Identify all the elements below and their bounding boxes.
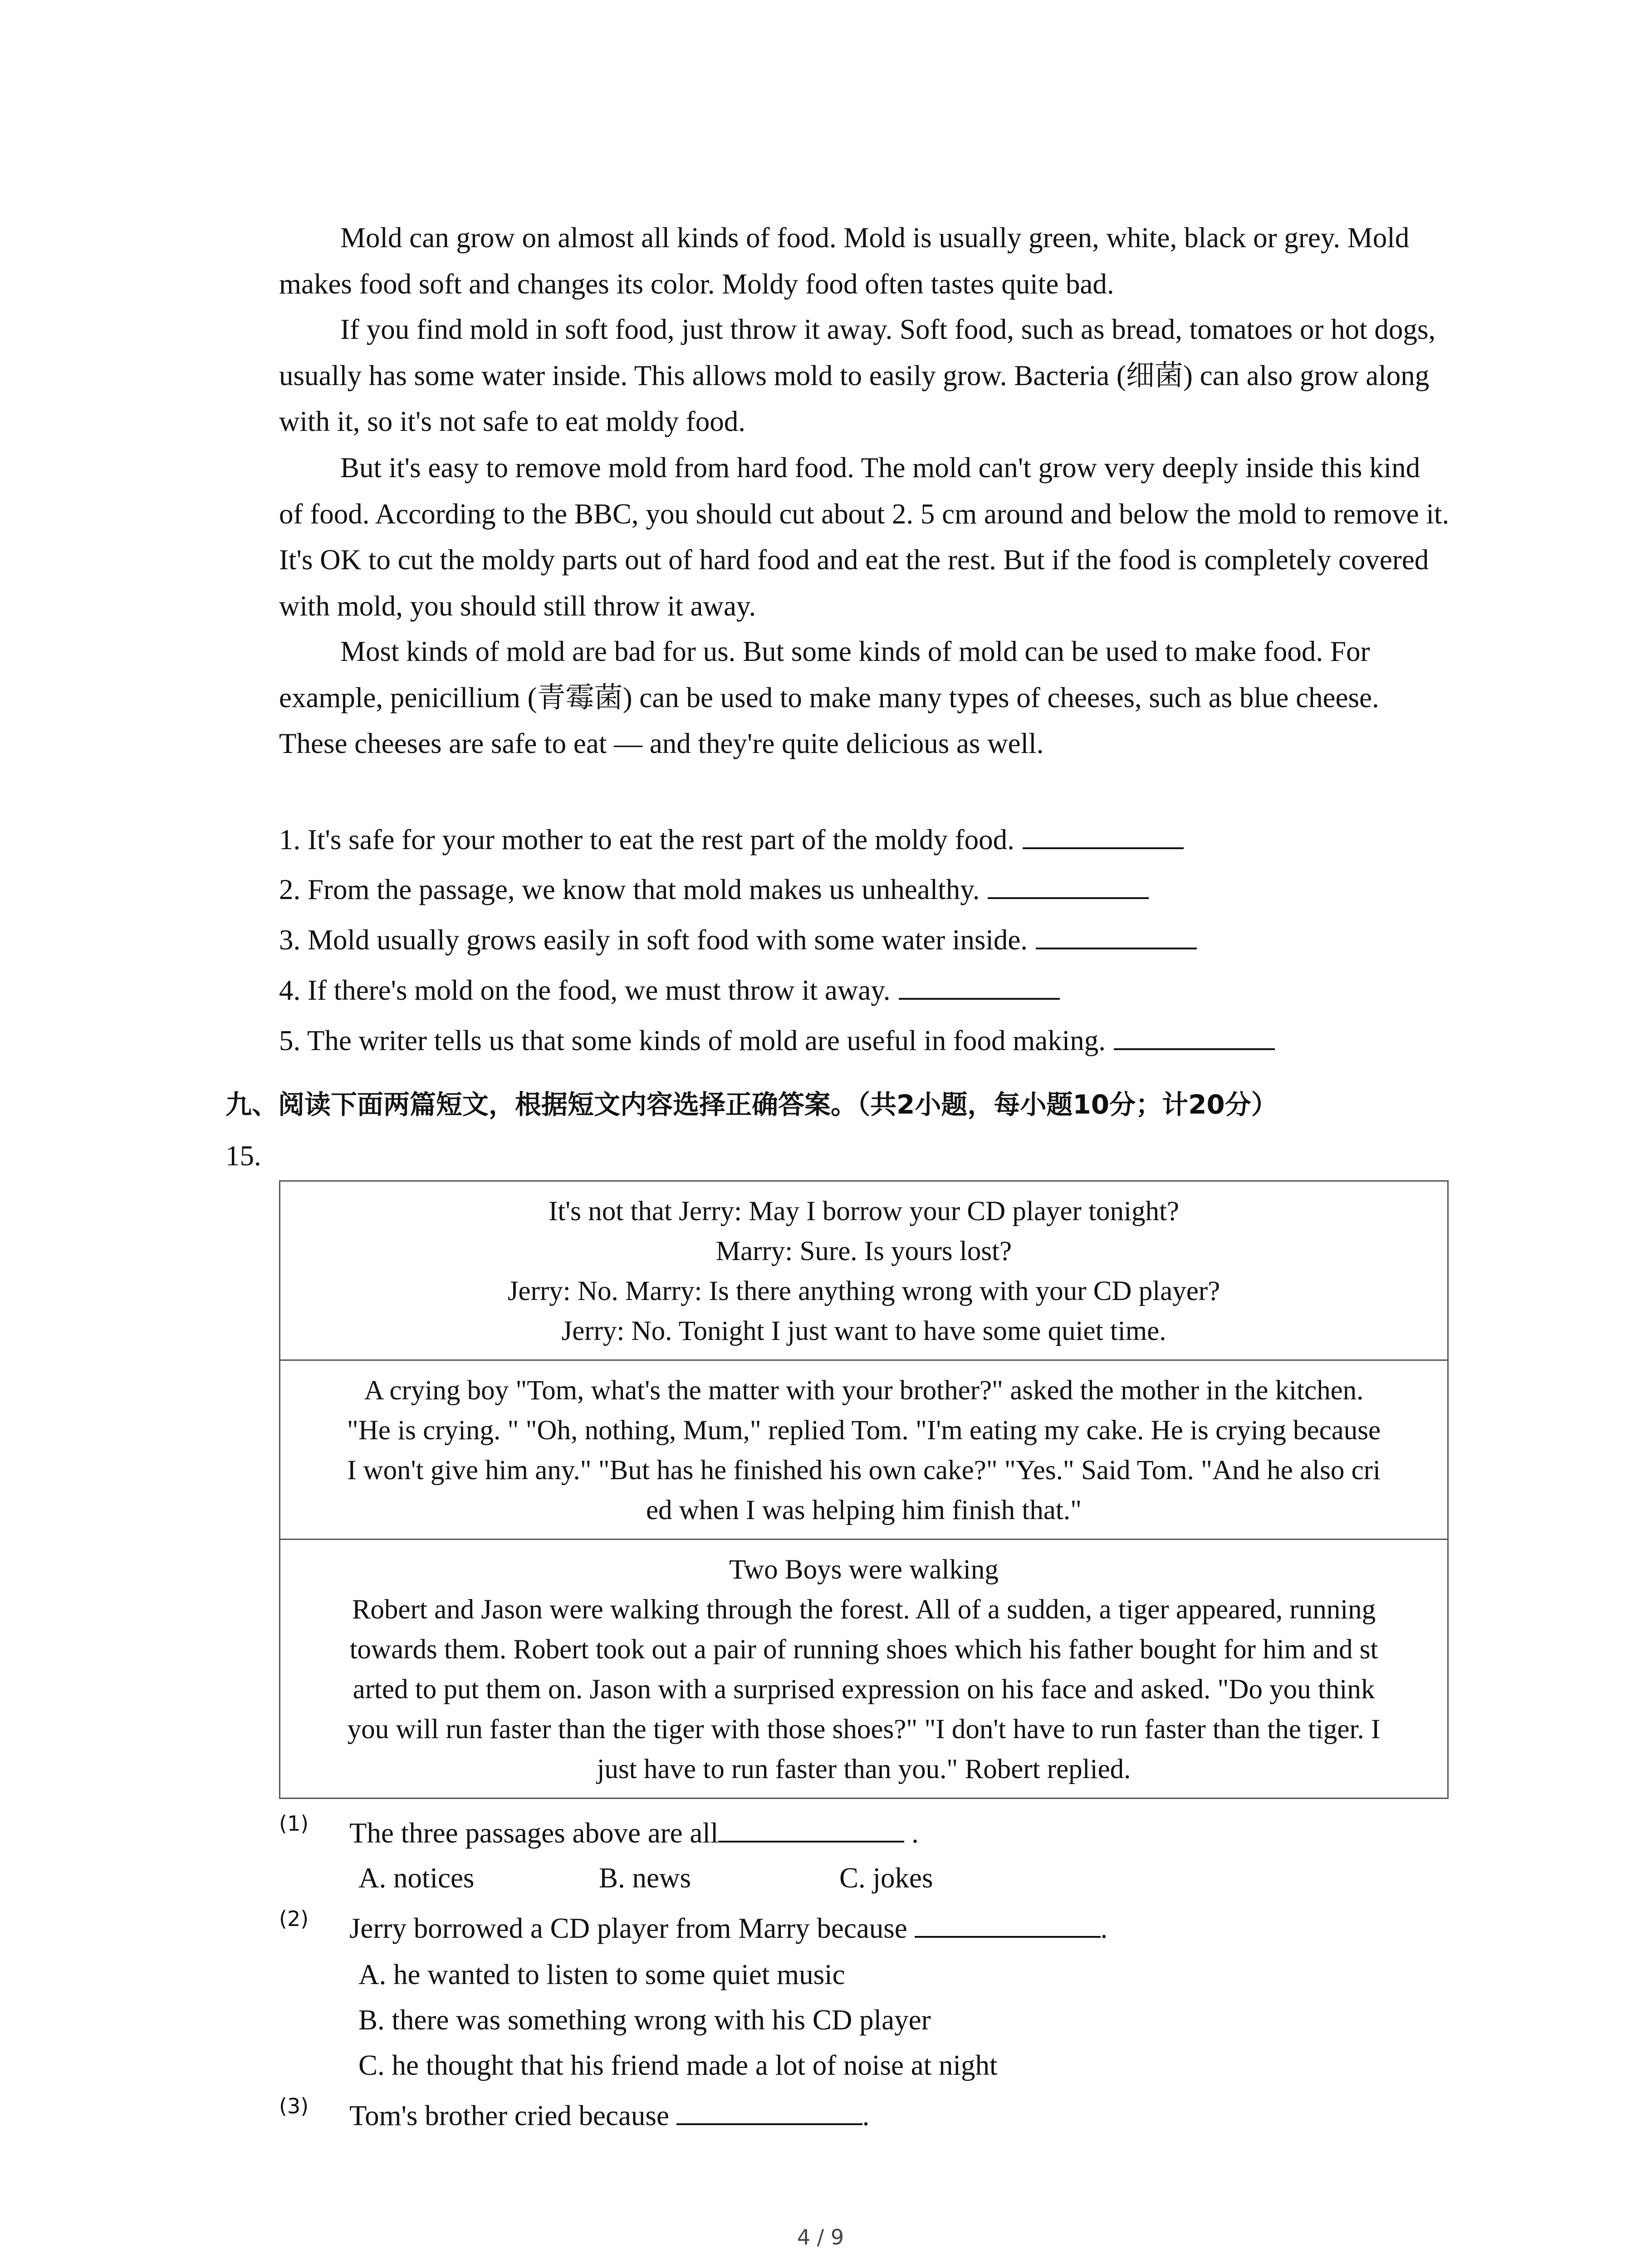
option-a[interactable]: A. he wanted to listen to some quiet music xyxy=(358,1959,845,1990)
table-line: just have to run faster than you." Robert replied. xyxy=(597,1754,1131,1784)
table-cell-crying-boy xyxy=(280,1361,1447,1540)
statement-3-text: 3. Mold usually grows easily in soft food with some water inside. xyxy=(279,924,1028,956)
sub-question-1-options xyxy=(358,1860,933,1896)
table-line: Jerry: No. Tonight I just want to have some quiet time. xyxy=(561,1316,1166,1346)
sub-question-3-end: . xyxy=(862,2100,870,2131)
sub-question-2-blank[interactable] xyxy=(915,1910,1101,1938)
sub-question-1-number: (1) xyxy=(279,1811,309,1836)
passage-paragraph-4: Most kinds of mold are bad for us. But some kinds of mold can be used to make food. For example, penicillium (青霉菌) can be used to make many types of cheeses, such as blue cheese. These cheeses are safe to eat — and they're quite delicious as well. xyxy=(279,635,1379,759)
table-line: "He is crying. " "Oh, nothing, Mum," replied Tom. "I'm eating my cake. He is crying because xyxy=(347,1415,1381,1446)
sub-question-2-text xyxy=(349,1910,1107,1946)
question-number: 15. xyxy=(225,1140,261,1172)
sub-question-2-number: (2) xyxy=(279,1906,309,1931)
answer-blank-2[interactable] xyxy=(988,871,1149,899)
option-b[interactable]: B. news xyxy=(599,1862,691,1894)
sub-question-3-number: (3) xyxy=(279,2094,309,2118)
sub-question-2-stem: Jerry borrowed a CD player from Marry because xyxy=(349,1912,915,1944)
table-cell-dialogue xyxy=(280,1182,1447,1361)
table-line: Marry: Sure. Is yours lost? xyxy=(715,1236,1012,1266)
table-line: ed when I was helping him finish that." xyxy=(646,1495,1082,1525)
answer-blank-3[interactable] xyxy=(1036,921,1197,949)
table-line: I won't give him any." "But has he finished his own cake?" "Yes." Said Tom. "And he also cri xyxy=(347,1455,1381,1486)
statement-2 xyxy=(279,871,1149,908)
option-c[interactable]: C. jokes xyxy=(839,1862,933,1894)
answer-blank-5[interactable] xyxy=(1114,1022,1275,1050)
sub-question-1-end: . xyxy=(904,1817,919,1849)
option-a[interactable]: A. notices xyxy=(358,1862,475,1894)
statement-1 xyxy=(279,821,1184,858)
passage-paragraph-3: But it's easy to remove mold from hard food. The mold can't grow very deeply inside this kind of food. According to the BBC, you should cut about 2. 5 cm around and below the mold to remove it. It's OK to cut the moldy parts out of hard food and eat the rest. But if the food is completely covered with mold, you should still throw it away. xyxy=(279,452,1450,622)
table-line: Robert and Jason were walking through the forest. All of a sudden, a tiger appeared, running xyxy=(352,1594,1376,1625)
table-line: arted to put them on. Jason with a surprised expression on his face and asked. "Do you think xyxy=(353,1674,1375,1705)
statement-4 xyxy=(279,972,1060,1008)
table-cell-two-boys xyxy=(280,1540,1447,1798)
option-c[interactable]: C. he thought that his friend made a lot of noise at night xyxy=(358,2049,998,2081)
passage-paragraph-2: If you find mold in soft food, just throw it away. Soft food, such as bread, tomatoes or hot dogs, usually has some water inside. This allows mold to easily grow. Bacteria (细菌) can also grow along with it, so it's not safe to eat moldy food. xyxy=(279,313,1436,437)
table-line: It's not that Jerry: May I borrow your CD player tonight? xyxy=(549,1196,1179,1227)
statement-5-text: 5. The writer tells us that some kinds of mold are useful in food making. xyxy=(279,1025,1106,1056)
answer-blank-4[interactable] xyxy=(899,972,1060,1000)
sub-question-3-stem: Tom's brother cried because xyxy=(349,2100,676,2131)
table-line: towards them. Robert took out a pair of running shoes which his father bought for him and st xyxy=(349,1634,1378,1665)
sub-question-3-blank[interactable] xyxy=(676,2097,862,2125)
option-b[interactable]: B. there was something wrong with his CD player xyxy=(358,2004,931,2036)
table-line: Two Boys were walking xyxy=(729,1554,999,1585)
sub-question-3-text xyxy=(349,2097,869,2134)
table-line: Jerry: No. Marry: Is there anything wrong with your CD player? xyxy=(507,1276,1220,1306)
sub-question-2-end: . xyxy=(1100,1912,1108,1944)
sub-question-1-stem: The three passages above are all xyxy=(349,1817,719,1849)
section-heading: 九、阅读下面两篇短文，根据短文内容选择正确答案。（共2小题，每小题10分；计20分） xyxy=(225,1089,1278,1120)
table-line: you will run faster than the tiger with those shoes?" "I don't have to run faster than the tiger. I xyxy=(347,1714,1381,1745)
passages-table xyxy=(279,1180,1449,1799)
sub-question-1-blank[interactable] xyxy=(718,1814,904,1843)
page-number: 4 / 9 xyxy=(797,2225,844,2249)
sub-question-1-text xyxy=(349,1814,919,1851)
answer-blank-1[interactable] xyxy=(1023,821,1184,849)
passage-paragraph-1: Mold can grow on almost all kinds of food. Mold is usually green, white, black or grey. Mold makes food soft and changes its color. Moldy food often tastes quite bad. xyxy=(279,222,1410,300)
statement-4-text: 4. If there's mold on the food, we must throw it away. xyxy=(279,974,891,1006)
statement-3 xyxy=(279,921,1197,958)
statement-5 xyxy=(279,1022,1275,1059)
statement-1-text: 1. It's safe for your mother to eat the rest part of the moldy food. xyxy=(279,824,1014,855)
table-line: A crying boy "Tom, what's the matter with your brother?" asked the mother in the kitchen. xyxy=(364,1375,1364,1406)
statement-2-text: 2. From the passage, we know that mold makes us unhealthy. xyxy=(279,874,980,905)
